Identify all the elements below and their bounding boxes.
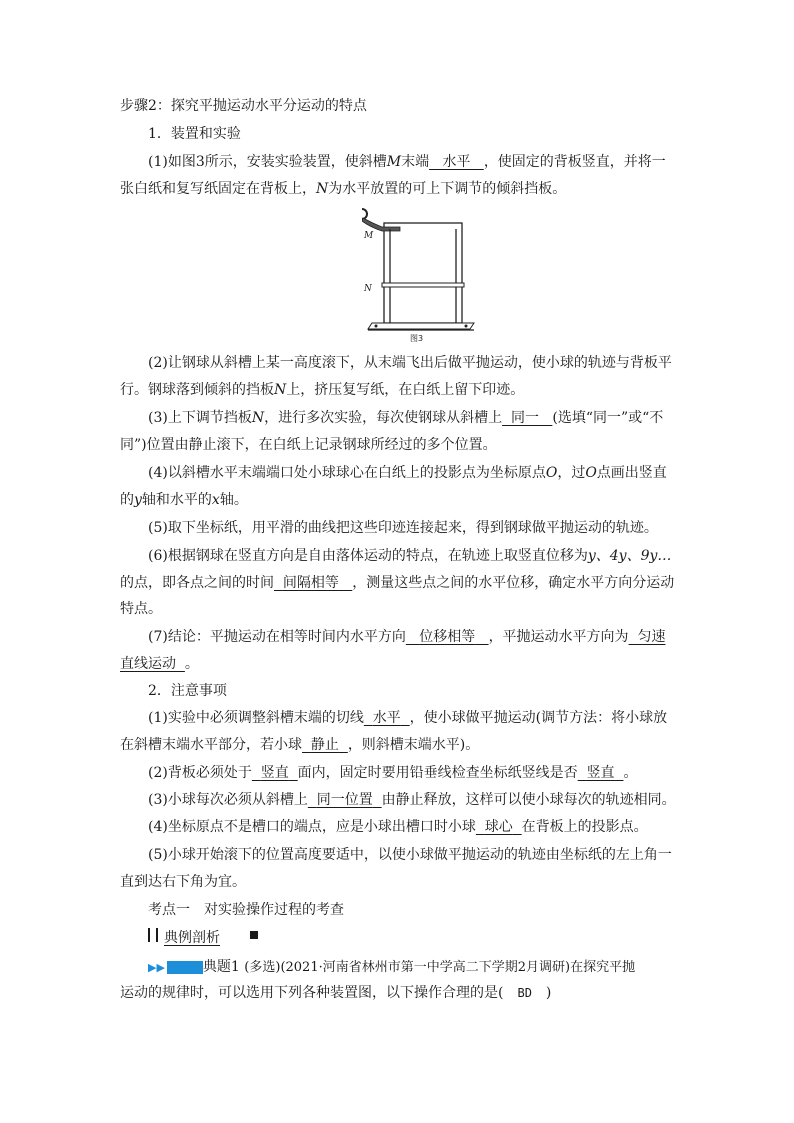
answer-blank <box>502 410 552 426</box>
note-3 <box>148 790 680 810</box>
paragraph-7-line-2 <box>120 654 680 674</box>
symbol-y: y <box>134 492 142 508</box>
note-2 <box>148 763 680 783</box>
paragraph-2-line-2 <box>120 380 680 400</box>
text: 由静止释放，这样可以使小球每次的轨迹相同。 <box>381 792 676 808</box>
text: (4)以斜槽水平末端端口处小球球心在白纸上的投影点为坐标原点 <box>148 465 546 481</box>
text: (6)根据钢球在竖直方向是自由落体运动的特点，在轨迹上取竖直位移为 <box>148 548 588 564</box>
text: 运动的规律时，可以选用下列各种装置图，以下操作合理的是( <box>120 985 518 1001</box>
symbol-n: N <box>316 181 329 197</box>
section-1-title: 1．装置和实验 <box>148 126 241 142</box>
answer-blank <box>629 629 666 645</box>
answer-text: 静止 <box>310 737 339 753</box>
paragraph-6-line-3: 特点。 <box>120 601 162 617</box>
text: (1)实验中必须调整斜槽末端的切线 <box>148 710 364 726</box>
text: 轴。 <box>219 492 248 508</box>
apparatus-diagram <box>362 205 476 343</box>
text: 。 <box>623 765 638 781</box>
text: (2)背板必须处于 <box>148 765 252 781</box>
text: ，则斜槽末端水平)。 <box>347 737 480 753</box>
note-4 <box>148 817 680 837</box>
text: 点画出竖直 <box>596 465 667 481</box>
square-icon <box>250 931 258 939</box>
symbol-n: N <box>251 410 265 426</box>
text: ) <box>531 985 552 1001</box>
text: ，使固定的背板竖直，并将一 <box>483 154 666 170</box>
sequence: y、4y、9y… <box>587 548 672 564</box>
answer-text: 水平 <box>372 710 401 726</box>
exam-point-title: 考点一 对实验操作过程的考查 <box>148 902 344 918</box>
text: 末端 <box>401 154 430 170</box>
note-5-line-2: 直到达右下角为宜。 <box>120 874 246 890</box>
answer-text: 直线运动 <box>120 656 176 672</box>
answer-blank <box>120 656 185 672</box>
note-1-line-1 <box>148 708 680 728</box>
answer-blank <box>252 765 298 781</box>
answer-text: 位移相等 <box>419 629 476 645</box>
answer-text: 球心 <box>484 819 513 835</box>
paragraph-1-line-1 <box>148 152 680 172</box>
text: ，使小球做平抛运动(调节方法：将小球放 <box>409 710 668 726</box>
answer-blank <box>302 737 348 753</box>
step-title: 步骤2：探究平抛运动水平分运动的特点 <box>120 98 367 114</box>
paragraph-6-line-1 <box>148 546 680 566</box>
question-1-line-2 <box>120 983 680 1003</box>
text: 的 <box>120 492 134 508</box>
text: (7)结论：平抛运动在相等时间内水平方向 <box>148 629 406 645</box>
answer-blank <box>476 819 522 835</box>
text: 为水平放置的可上下调节的倾斜挡板。 <box>328 181 567 197</box>
text: ，进行多次实验，每次使钢球从斜槽上 <box>264 410 503 426</box>
answer-blank <box>364 710 410 726</box>
text: 在斜槽末端水平部分，若小球 <box>120 737 302 753</box>
double-arrow-icon: ▶▶ <box>148 961 165 974</box>
answer-text: 同一位置 <box>316 792 373 808</box>
answer-text: BD <box>517 986 532 1000</box>
answer-text: 竖直 <box>260 765 289 781</box>
paragraph-2-line-1: (2)让钢球从斜槽上某一高度滚下，从末端飞出后做平抛运动，使小球的轨迹与背板平 <box>148 355 672 371</box>
paragraph-4-line-1 <box>148 463 680 483</box>
symbol-o: O <box>585 465 597 481</box>
answer-blank <box>274 575 352 591</box>
symbol-m: M <box>386 154 402 170</box>
paragraph-7-line-1 <box>148 627 680 647</box>
example-analysis-label: 典例剖析 <box>164 930 220 946</box>
question-1-line-1 <box>148 956 635 976</box>
symbol-x: x <box>211 492 220 508</box>
tag-marker <box>167 961 203 974</box>
paragraph-6-line-2 <box>120 573 680 593</box>
text: ，平抛运动水平方向为 <box>488 629 629 645</box>
answer-blank <box>429 154 484 170</box>
symbol-n: N <box>274 382 287 398</box>
paragraph-3-line-2: 同”)位置由静止滚下，在白纸上记录钢球所经过的多个位置。 <box>120 437 497 453</box>
text: 轴和水平的 <box>141 492 212 508</box>
text: ，测量这些点之间的水平位移，确定水平方向分运动 <box>352 575 675 591</box>
section-2-title: 2．注意事项 <box>148 683 227 699</box>
note-1-line-2 <box>120 735 680 755</box>
text: (4)坐标原点不是槽口的端点，应是小球出槽口时小球 <box>148 819 476 835</box>
answer-text: 匀速 <box>637 629 666 645</box>
text: (3)上下调节挡板 <box>148 410 252 426</box>
text: 。 <box>184 656 199 672</box>
paragraph-4-line-2 <box>120 490 680 510</box>
answer-text: 竖直 <box>586 765 615 781</box>
text: 在背板上的投影点。 <box>521 819 648 835</box>
label-n: N <box>364 284 372 294</box>
text: (1)如图3所示，安装实验装置，使斜槽 <box>148 154 387 170</box>
symbol-o: O <box>545 465 558 481</box>
text: 的点，即各点之间的时间 <box>120 575 274 591</box>
answer-blank <box>406 629 489 645</box>
figure-3-apparatus <box>362 205 476 343</box>
answer-text: 间隔相等 <box>282 575 339 591</box>
text: ，过 <box>557 465 586 481</box>
paragraph-1-line-2 <box>120 179 680 199</box>
figure-caption: 图3 <box>410 334 424 343</box>
text: 面内，固定时要用铅垂线检查坐标纸竖线是否 <box>297 765 578 781</box>
text: 行。钢球落到倾斜的挡板 <box>120 382 274 398</box>
paragraph-5: (5)取下坐标纸，用平滑的曲线把这些印迹连接起来，得到钢球做平抛运动的轨迹。 <box>148 520 658 536</box>
answer-blank <box>578 765 624 781</box>
answer-text: 水平 <box>442 154 471 170</box>
paragraph-3-line-1 <box>148 408 680 428</box>
answer-text: 同一 <box>511 410 539 426</box>
note-5-line-1: (5)小球开始滚下的位置高度要适中，以使小球做平抛运动的轨迹由坐标纸的左上角一 <box>148 847 672 863</box>
text: (选填“同一”或“不 <box>552 410 664 426</box>
label-m: M <box>364 231 374 241</box>
answer-blank <box>308 792 382 808</box>
divider-bar <box>156 928 158 942</box>
example-analysis-header <box>148 927 278 946</box>
text: (3)小球每次必须从斜槽上 <box>148 792 308 808</box>
text: 张白纸和复写纸固定在背板上， <box>120 181 316 197</box>
question-tag: 典题1 <box>202 959 240 975</box>
text: 上，挤压复写纸，在白纸上留下印迹。 <box>286 382 525 398</box>
text: (多选)(2021·河南省林州市第一中学高二下学期2月调研)在探究平抛 <box>244 960 636 975</box>
divider-bar <box>148 928 150 942</box>
